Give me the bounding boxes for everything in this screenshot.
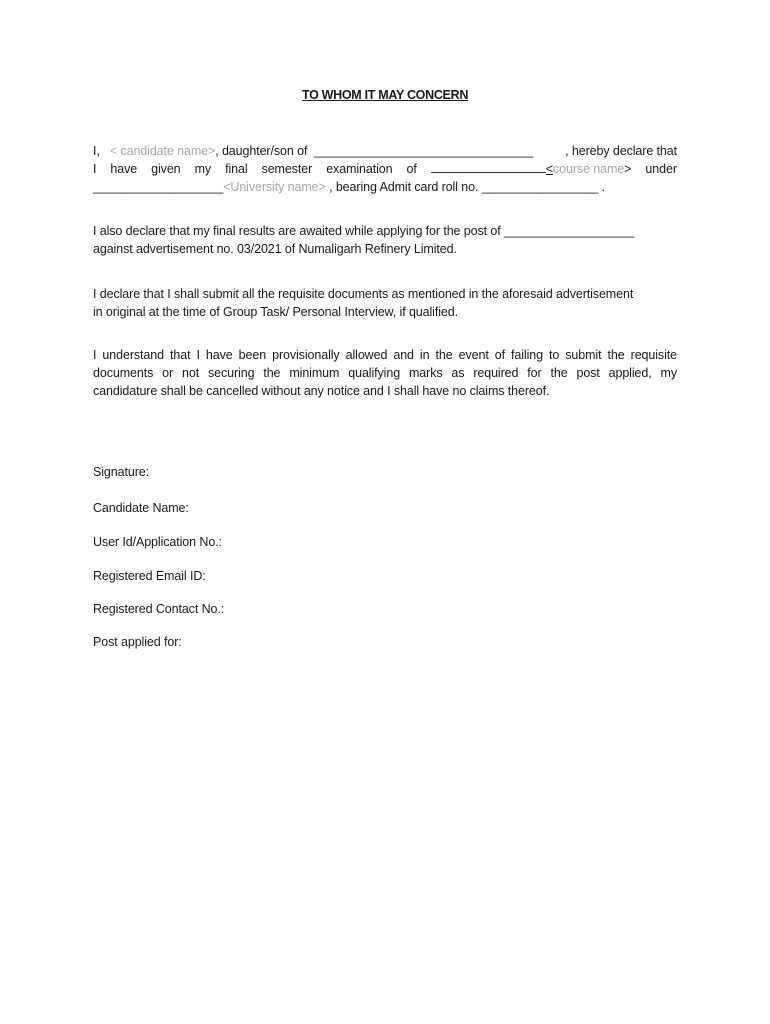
- paragraph-3-line-2: in original at the time of Group Task/ Personal Interview, if qualified.: [93, 305, 458, 319]
- word: given: [151, 162, 181, 176]
- word: final: [225, 162, 248, 176]
- word: examination: [326, 162, 393, 176]
- line-1-left: [93, 142, 533, 160]
- paragraph-1-line-3: [93, 178, 677, 196]
- university-blank: ___________________: [93, 180, 224, 194]
- post-applied-label: Post applied for:: [93, 635, 182, 649]
- declaration-paragraph-1: [93, 142, 677, 196]
- paragraph-1-line-1: [93, 142, 677, 160]
- signature-label: Signature:: [93, 465, 149, 479]
- paragraph-4-line-3: candidature shall be cancelled without any notice and I shall have no claims thereof.: [93, 384, 550, 398]
- course-close-bracket: >: [624, 162, 632, 176]
- roll-number-blank: _________________: [481, 180, 599, 194]
- word: of: [406, 162, 417, 176]
- paragraph-3-line-1: I declare that I shall submit all the requisite documents as mentioned in the aforesaid advertisement: [93, 287, 634, 301]
- university-name-placeholder: <University name>: [223, 180, 326, 194]
- roll-number-text: , bearing Admit card roll no.: [329, 180, 479, 194]
- user-id-label: User Id/Application No.:: [93, 535, 222, 549]
- word: have: [110, 162, 138, 176]
- course-open-bracket: <: [545, 162, 553, 176]
- period: .: [601, 180, 605, 194]
- pronoun-text: I,: [93, 144, 100, 158]
- course-blank: [431, 160, 546, 173]
- parent-name-blank: ________________________________: [314, 144, 534, 158]
- word: I: [93, 162, 97, 176]
- declare-text: , hereby declare that: [565, 144, 677, 158]
- course-name-field: [431, 160, 632, 178]
- paragraph-4-line-1: I understand that I have been provisionally allowed and in the event of failing to submit the requisite: [93, 348, 677, 362]
- paragraph-2-line-2: against advertisement no. 03/2021 of Numaligarh Refinery Limited.: [93, 242, 457, 256]
- candidate-name-placeholder: < candidate name>: [109, 144, 216, 158]
- relation-text: , daughter/son of: [215, 144, 308, 158]
- word: my: [194, 162, 212, 176]
- paragraph-2-line-1: I also declare that my final results are awaited while applying for the post of ___________________: [93, 224, 635, 238]
- paragraph-1-line-2: [93, 160, 677, 178]
- email-label: Registered Email ID:: [93, 569, 206, 583]
- paragraph-4-line-2: documents or not securing the minimum qualifying marks as required for the post applied, my: [93, 366, 677, 380]
- document-title: TO WHOM IT MAY CONCERN: [301, 88, 469, 102]
- word: semester: [261, 162, 313, 176]
- contact-label: Registered Contact No.:: [93, 602, 225, 616]
- declaration-paragraph-2: [93, 222, 677, 258]
- course-name-placeholder: course name: [553, 162, 625, 176]
- word: under: [645, 162, 677, 176]
- candidate-name-label: Candidate Name:: [93, 501, 189, 515]
- declaration-paragraph-4: [93, 346, 677, 400]
- declaration-paragraph-3: [93, 285, 677, 321]
